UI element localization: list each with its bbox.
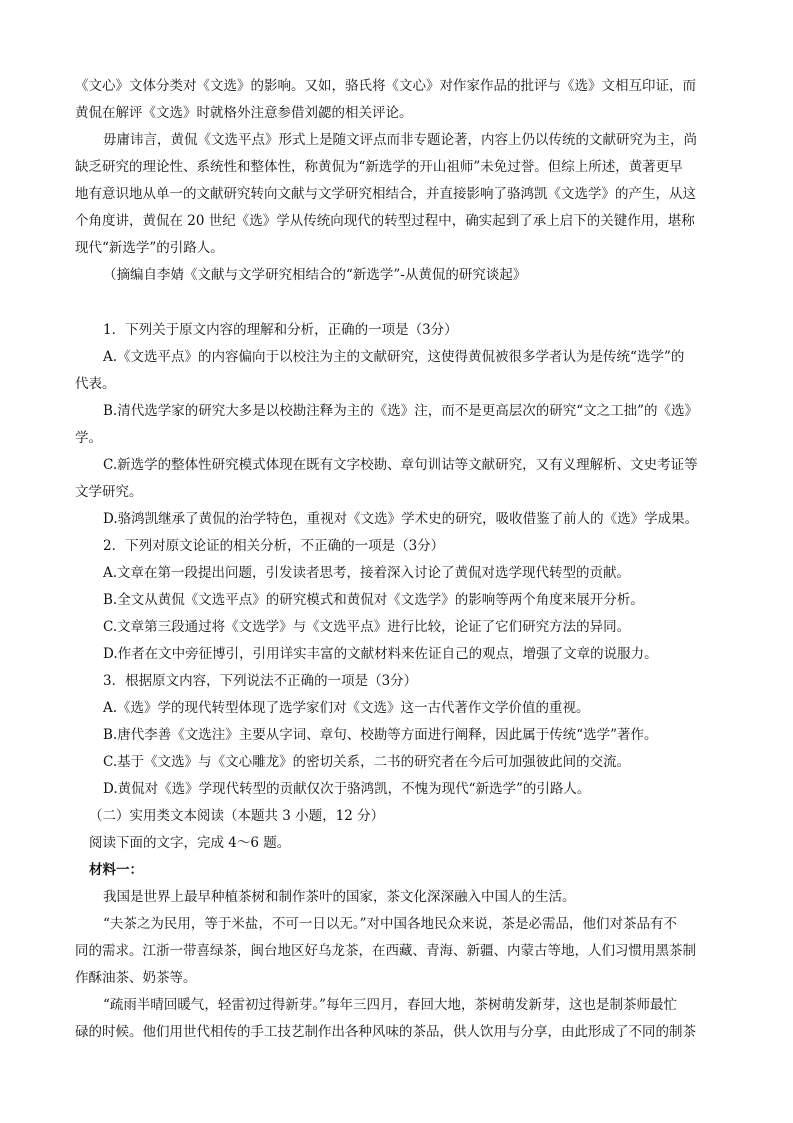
text-line: 《文心》文体分类对《文选》的影响。又如，骆氏将《文心》对作家作品的批评与《选》文相互印证，而	[75, 78, 696, 94]
option-2b: B.全文从黄侃《文选平点》的研究模式和黄侃对《文选学》的影响等两个角度来展开分析。	[103, 592, 644, 608]
text-line: 个角度讲，黄侃在 20 世纪《选》学从传统向现代的转型过程中，确实起到了承上启下的关键作用，堪称	[75, 213, 695, 229]
text-line: 作酥油茶、奶茶等。	[75, 970, 197, 986]
option-1b: B.清代选学家的研究大多是以校勘注释为主的《选》注，而不是更高层次的研究“文之工拙”的《选》	[103, 403, 699, 419]
option-1c-cont: 文学研究。	[75, 484, 143, 500]
question-2: 2．下列对原文论证的相关分析，不正确的一项是（3分）	[103, 538, 445, 554]
option-2d: D.作者在文中旁征博引，引用详实丰富的文献材料来佐证自己的观点，增强了文章的说服力。	[103, 646, 658, 662]
text-line: “疏雨半晴回暖气，轻雷初过得新芽。”每年三四月，春回大地，茶树萌发新芽，这也是制茶师最忙	[103, 997, 678, 1013]
text-line: 同的需求。江浙一带喜绿茶，闽台地区好乌龙茶，在西藏、青海、新疆、内蒙古等地，人们习惯用黑茶制	[75, 943, 696, 959]
option-3a: A.《选》学的现代转型体现了选学家们对《文选》这一古代著作文学价值的重视。	[103, 700, 590, 716]
instruction: 阅读下面的文字，完成 4～6 题。	[89, 835, 291, 851]
option-1a: A.《文选平点》的内容偏向于以校注为主的文献研究，这使得黄侃被很多学者认为是传统“选学”的	[103, 349, 685, 365]
text-line: 毋庸讳言，黄侃《文选平点》形式上是随文评点而非专题论著，内容上仍以传统的文献研究为主，尚	[103, 132, 697, 148]
question-3: 3．根据原文内容，下列说法不正确的一项是（3分）	[103, 673, 418, 689]
option-3c: C.基于《文选》与《文心雕龙》的密切关系，二书的研究者在今后可加强彼此间的交流。	[103, 754, 631, 770]
text-line: 地有意识地从单一的文献研究转向文献与文学研究相结合，并直接影响了骆鸿凯《文选学》的产生，从这	[75, 186, 696, 202]
option-1d: D.骆鸿凯继承了黄侃的治学特色，重视对《文选》学术史的研究，吸收借鉴了前人的《选》学成果。	[103, 511, 699, 527]
text-line: 黄侃在解评《文选》时就格外注意参借刘勰的相关评论。	[75, 105, 413, 121]
material-label: 材料一：	[89, 862, 143, 878]
option-1a-cont: 代表。	[75, 376, 116, 392]
text-line: 现代“新选学”的引路人。	[75, 240, 224, 256]
option-3d: D.黄侃对《选》学现代转型的贡献仅次于骆鸿凯，不愧为现代“新选学”的引路人。	[103, 781, 591, 797]
section-heading: （二）实用类文本阅读（本题共 3 小题，12 分）	[89, 808, 385, 824]
text-line: 缺乏研究的理论性、系统性和整体性，称黄侃为“新选学的开山祖师”未免过誉。但综上所述，黄著更早	[75, 159, 683, 175]
option-3b: B.唐代李善《文选注》主要从字词、章句、校勘等方面进行阐释，因此属于传统“选学”著作。	[103, 727, 658, 743]
text-line: “夫茶之为民用，等于米盐，不可一日以无。”对中国各地民众来说，茶是必需品，他们对茶品有不	[103, 916, 678, 932]
text-line: 碌的时候。他们用世代相传的手工技艺制作出各种风味的茶品，供人饮用与分享，由此形成了不同的制茶	[75, 1024, 696, 1040]
text-line: 我国是世界上最早种植茶树和制作茶叶的国家，茶文化深深融入中国人的生活。	[103, 889, 576, 905]
source-citation: （摘编自李婧《文献与文学研究相结合的“新选学”-从黄侃的研究谈起》	[103, 267, 527, 283]
option-2c: C.文章第三段通过将《文选学》与《文选平点》进行比较，论证了它们研究方法的异同。	[103, 619, 631, 635]
option-2a: A.文章在第一段提出问题，引发读者思考，接着深入讨论了黄侃对选学现代转型的贡献。	[103, 565, 631, 581]
option-1b-cont: 学。	[75, 430, 102, 446]
option-1c: C.新选学的整体性研究模式体现在既有文字校勘、章句训诂等文献研究，又有义理解析、文史考证等	[103, 457, 698, 473]
question-1: 1．下列关于原文内容的理解和分析，正确的一项是（3分）	[103, 322, 458, 338]
